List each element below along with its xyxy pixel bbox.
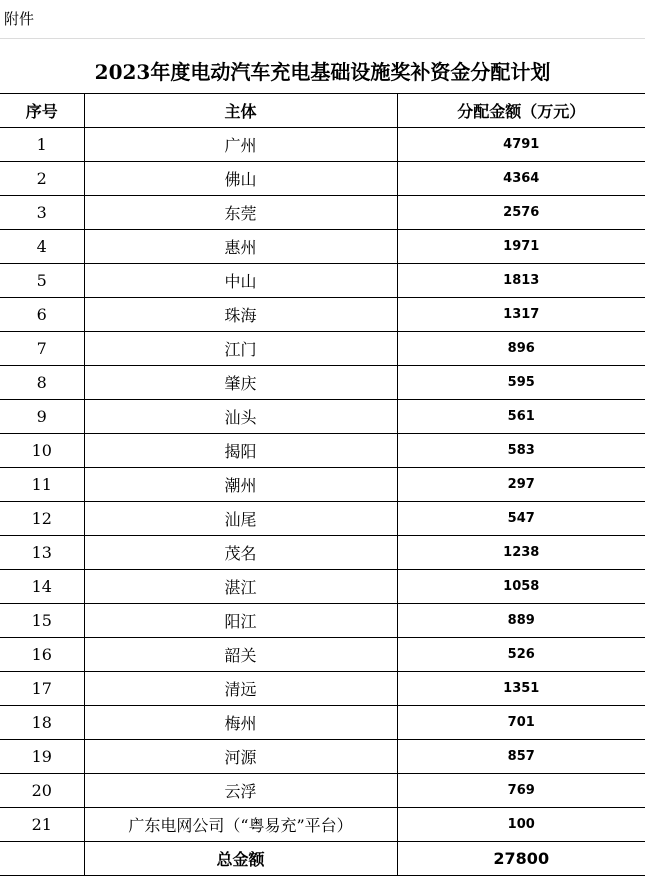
row-index: 13 xyxy=(0,536,84,570)
table-row xyxy=(0,808,645,842)
row-index: 10 xyxy=(0,434,84,468)
table-row xyxy=(0,162,645,196)
row-index: 14 xyxy=(0,570,84,604)
row-index: 4 xyxy=(0,230,84,264)
header-amount: 分配金额（万元） xyxy=(397,94,645,128)
row-amount: 547 xyxy=(397,502,645,536)
table-row xyxy=(0,604,645,638)
row-amount: 561 xyxy=(397,400,645,434)
table-row xyxy=(0,468,645,502)
table-row xyxy=(0,264,645,298)
row-entity: 潮州 xyxy=(84,468,397,502)
table-row xyxy=(0,740,645,774)
row-entity: 东莞 xyxy=(84,196,397,230)
table-row xyxy=(0,332,645,366)
row-index: 9 xyxy=(0,400,84,434)
table-row xyxy=(0,774,645,808)
total-label: 总金额 xyxy=(84,842,397,876)
row-amount: 701 xyxy=(397,706,645,740)
row-entity: 揭阳 xyxy=(84,434,397,468)
row-index: 18 xyxy=(0,706,84,740)
total-index-cell xyxy=(0,842,84,876)
row-index: 8 xyxy=(0,366,84,400)
row-amount: 526 xyxy=(397,638,645,672)
row-amount: 896 xyxy=(397,332,645,366)
row-index: 1 xyxy=(0,128,84,162)
row-entity: 河源 xyxy=(84,740,397,774)
table-row xyxy=(0,230,645,264)
row-entity: 中山 xyxy=(84,264,397,298)
row-index: 15 xyxy=(0,604,84,638)
row-entity: 韶关 xyxy=(84,638,397,672)
table-row xyxy=(0,672,645,706)
table-row xyxy=(0,366,645,400)
row-index: 3 xyxy=(0,196,84,230)
page-title: 2023年度电动汽车充电基础设施奖补资金分配计划 xyxy=(94,60,551,84)
row-index: 21 xyxy=(0,808,84,842)
table-row xyxy=(0,638,645,672)
row-entity: 梅州 xyxy=(84,706,397,740)
row-amount: 4791 xyxy=(397,128,645,162)
row-index: 20 xyxy=(0,774,84,808)
row-entity: 肇庆 xyxy=(84,366,397,400)
row-index: 6 xyxy=(0,298,84,332)
table-row xyxy=(0,298,645,332)
divider xyxy=(0,38,645,39)
row-amount: 857 xyxy=(397,740,645,774)
row-amount: 889 xyxy=(397,604,645,638)
total-row xyxy=(0,842,645,876)
row-entity: 佛山 xyxy=(84,162,397,196)
row-index: 11 xyxy=(0,468,84,502)
table-row xyxy=(0,196,645,230)
row-entity: 湛江 xyxy=(84,570,397,604)
header-index: 序号 xyxy=(0,94,84,128)
row-index: 2 xyxy=(0,162,84,196)
row-entity: 惠州 xyxy=(84,230,397,264)
row-index: 17 xyxy=(0,672,84,706)
row-index: 19 xyxy=(0,740,84,774)
row-entity: 阳江 xyxy=(84,604,397,638)
table-row xyxy=(0,128,645,162)
row-amount: 769 xyxy=(397,774,645,808)
table-row xyxy=(0,570,645,604)
row-entity: 云浮 xyxy=(84,774,397,808)
row-index: 5 xyxy=(0,264,84,298)
total-amount: 27800 xyxy=(397,842,645,876)
row-entity: 广东电网公司（“粤易充”平台） xyxy=(84,808,397,842)
row-amount: 595 xyxy=(397,366,645,400)
row-amount: 1971 xyxy=(397,230,645,264)
row-amount: 297 xyxy=(397,468,645,502)
row-amount: 1317 xyxy=(397,298,645,332)
row-amount: 1238 xyxy=(397,536,645,570)
row-index: 16 xyxy=(0,638,84,672)
row-amount: 2576 xyxy=(397,196,645,230)
row-entity: 清远 xyxy=(84,672,397,706)
allocation-table xyxy=(0,93,645,876)
row-index: 7 xyxy=(0,332,84,366)
table-row xyxy=(0,536,645,570)
row-index: 12 xyxy=(0,502,84,536)
row-entity: 珠海 xyxy=(84,298,397,332)
row-amount: 100 xyxy=(397,808,645,842)
row-amount: 1351 xyxy=(397,672,645,706)
row-amount: 583 xyxy=(397,434,645,468)
table-header-row xyxy=(0,94,645,128)
table-row xyxy=(0,400,645,434)
row-entity: 汕尾 xyxy=(84,502,397,536)
row-entity: 江门 xyxy=(84,332,397,366)
table-body xyxy=(0,128,645,842)
table-row xyxy=(0,706,645,740)
attachment-label: 附件 xyxy=(4,10,35,28)
table-row xyxy=(0,434,645,468)
row-amount: 1058 xyxy=(397,570,645,604)
row-entity: 广州 xyxy=(84,128,397,162)
row-amount: 4364 xyxy=(397,162,645,196)
table-row xyxy=(0,502,645,536)
row-entity: 汕头 xyxy=(84,400,397,434)
header-entity: 主体 xyxy=(84,94,397,128)
row-entity: 茂名 xyxy=(84,536,397,570)
row-amount: 1813 xyxy=(397,264,645,298)
